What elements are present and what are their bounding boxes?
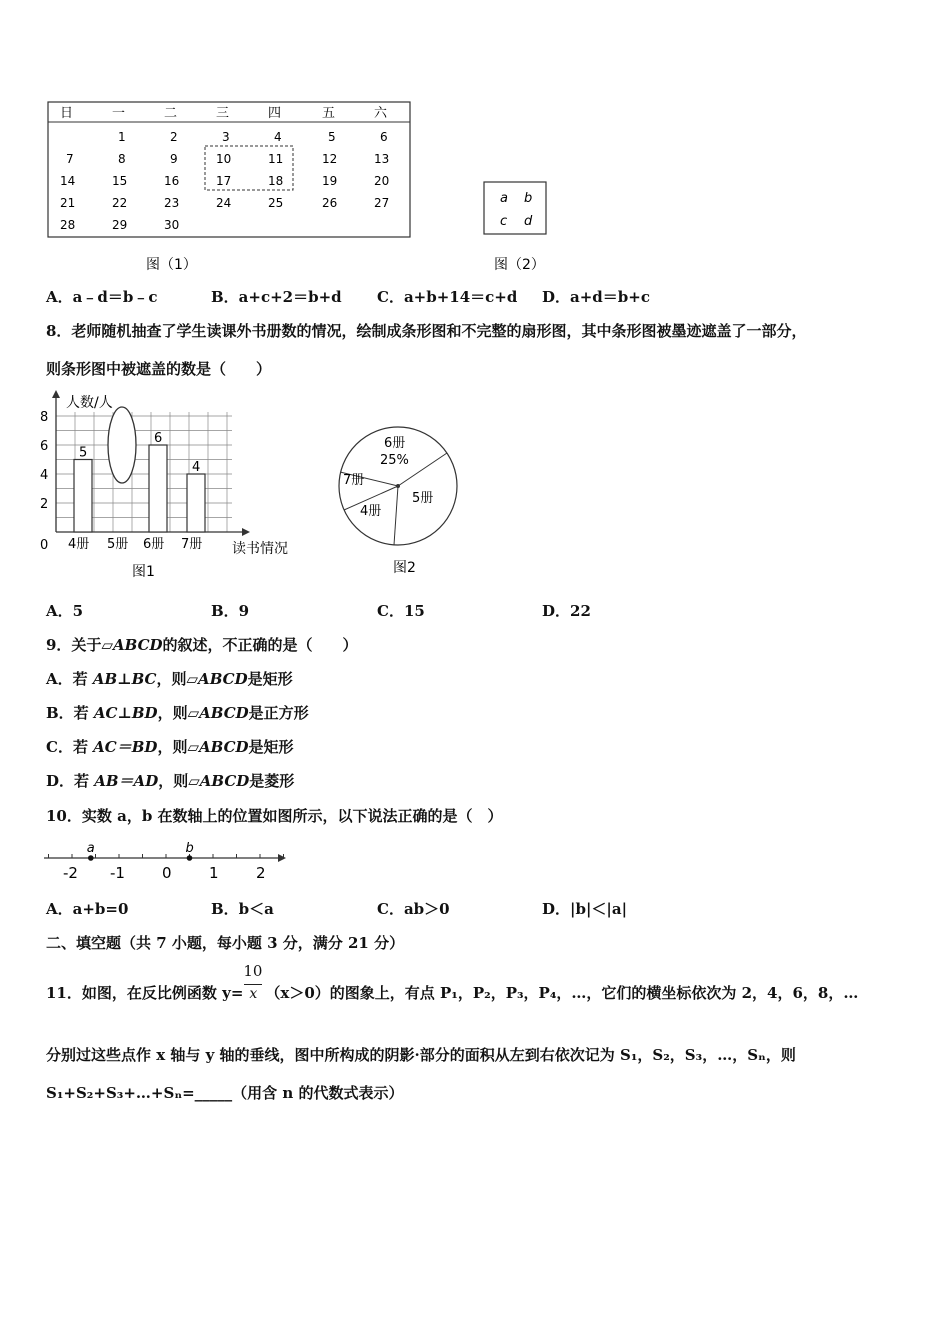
q11-line1-post: （x＞0）的图象上，有点 P₁，P₂，P₃，P₄，…，它们的横坐标依次为 2，4，6，8，… bbox=[265, 984, 859, 1002]
calendar-day-cell: 28 bbox=[60, 218, 76, 232]
calendar-day-cell: 6 bbox=[380, 130, 388, 144]
calendar-day-cell: 16 bbox=[164, 174, 180, 188]
q9-a-shape: ▱ABCD bbox=[186, 670, 248, 688]
point-a bbox=[88, 855, 94, 861]
q9-b-pre: B．若 bbox=[46, 704, 94, 722]
q9-d-cond: AB＝AD bbox=[94, 772, 159, 790]
calendar-header-cell: 六 bbox=[374, 106, 388, 121]
q9-c-post: 是矩形 bbox=[248, 738, 294, 756]
q7-option-b: B．a+c+2＝b+d bbox=[211, 288, 342, 306]
bar-data-label: 4 bbox=[192, 460, 201, 475]
calendar-header-cell: 四 bbox=[268, 106, 282, 121]
bar-ytick-label: 0 bbox=[40, 538, 49, 553]
q11-line3: S₁+S₂+S₃+…+Sₙ=_____（用含 n 的代数式表示） bbox=[46, 1084, 404, 1102]
calendar-day-cell: 4 bbox=[274, 130, 282, 144]
bar-chart-ylabel: 人数/人 bbox=[66, 395, 113, 411]
calendar-header-cell: 三 bbox=[216, 106, 230, 121]
calendar-header-cell: 二 bbox=[164, 106, 178, 121]
calendar-day-cell: 23 bbox=[164, 196, 180, 210]
pie-pct-6: 25% bbox=[380, 453, 409, 468]
q9-b-post: 是正方形 bbox=[248, 704, 309, 722]
bar-data-label: 5 bbox=[79, 445, 88, 461]
q10-stem: 10．实数 a，b 在数轴上的位置如图所示，以下说法正确的是（ ） bbox=[46, 807, 503, 825]
point-a-label: a bbox=[86, 841, 95, 856]
pie-chart bbox=[330, 420, 470, 580]
q8-stem-line2: 则条形图中被遮盖的数是（ ） bbox=[46, 360, 272, 378]
q9-d-pre: D．若 bbox=[46, 772, 95, 790]
bar-x-tick-label: 6册 bbox=[143, 537, 165, 552]
bar-ytick-label: 4 bbox=[40, 468, 49, 483]
bar-x-arrow bbox=[242, 528, 250, 536]
bar-chart bbox=[36, 388, 311, 588]
bar-data-label: 6 bbox=[154, 431, 163, 446]
calendar-day-cell: 12 bbox=[322, 152, 338, 166]
figure1-caption: 图（1） bbox=[146, 257, 197, 273]
q11-fraction bbox=[243, 962, 265, 1002]
q10-option-a: A．a+b=0 bbox=[46, 900, 129, 918]
number-line-arrow bbox=[278, 854, 286, 862]
q9-c-pre: C．若 bbox=[46, 738, 94, 756]
bar bbox=[74, 460, 92, 533]
q9-d-mid: ，则 bbox=[158, 772, 189, 790]
ink-blot bbox=[108, 407, 136, 483]
calendar-day-cell: 27 bbox=[374, 196, 390, 210]
number-line-label: 2 bbox=[256, 864, 266, 882]
q11-fraction-num: 10 bbox=[243, 962, 263, 980]
q9-b-shape: ▱ABCD bbox=[187, 704, 249, 722]
bar-ytick-label: 8 bbox=[40, 410, 49, 425]
calendar-day-cell: 22 bbox=[112, 196, 128, 210]
calendar-header-cell: 五 bbox=[322, 106, 336, 121]
section-2-heading: 二、填空题（共 7 小题，每小题 3 分，满分 21 分） bbox=[46, 934, 405, 952]
q9-option-a bbox=[46, 668, 293, 689]
calendar-day-cell: 26 bbox=[322, 196, 338, 210]
calendar-figure bbox=[44, 100, 416, 280]
q9-b-mid: ，则 bbox=[157, 704, 188, 722]
q8-option-c: C．15 bbox=[377, 602, 425, 620]
calendar-day-cell: 20 bbox=[374, 174, 390, 188]
calendar-day-cell: 2 bbox=[170, 130, 178, 144]
bar-chart-title: 图1 bbox=[132, 564, 155, 580]
q9-a-pre: A．若 bbox=[46, 670, 93, 688]
cell-c: c bbox=[500, 214, 508, 229]
q9-c-cond: AC＝BD bbox=[93, 738, 158, 756]
bar-ytick-label: 6 bbox=[40, 439, 49, 454]
q8-option-b: B．9 bbox=[211, 602, 250, 620]
calendar-day-cell: 29 bbox=[112, 218, 128, 232]
number-line-label: -1 bbox=[110, 864, 125, 882]
bar-x-tick-label: 5册 bbox=[107, 537, 129, 552]
calendar-day-cell: 3 bbox=[222, 130, 230, 144]
bar bbox=[149, 445, 167, 532]
pie-center bbox=[396, 484, 400, 488]
q7-option-c: C．a+b+14＝c+d bbox=[377, 288, 518, 306]
point-b bbox=[187, 855, 193, 861]
calendar-day-cell: 5 bbox=[328, 130, 336, 144]
q8-stem-line1: 8．老师随机抽查了学生读课外书册数的情况，绘制成条形图和不完整的扇形图，其中条形图被墨迹遮盖了一部分， bbox=[46, 322, 807, 340]
q11-line1 bbox=[46, 962, 859, 1003]
calendar-day-cell: 7 bbox=[66, 152, 74, 166]
calendar-day-cell: 19 bbox=[322, 174, 338, 188]
q10-option-c: C．ab＞0 bbox=[377, 900, 450, 918]
q11-fraction-den: x bbox=[249, 986, 258, 1002]
q9-a-mid: ，则 bbox=[156, 670, 187, 688]
abcd-grid-figure bbox=[480, 178, 560, 278]
calendar-day-cell: 25 bbox=[268, 196, 284, 210]
q9-option-d bbox=[46, 770, 294, 791]
q10-option-d: D．|b|＜|a| bbox=[542, 900, 628, 918]
calendar-day-cell: 8 bbox=[118, 152, 126, 166]
cell-d: d bbox=[524, 214, 533, 229]
calendar-day-cell: 9 bbox=[170, 152, 178, 166]
bar-chart-xlabel: 读书情况 bbox=[232, 541, 288, 557]
q9-b-cond: AC⊥BD bbox=[93, 704, 158, 722]
calendar-day-cell: 24 bbox=[216, 196, 232, 210]
pie-divider-5-4 bbox=[394, 486, 398, 545]
calendar-day-cell: 11 bbox=[268, 152, 284, 166]
number-line-label: 0 bbox=[162, 864, 172, 882]
q9-stem-tail: 的叙述，不正确的是（ ） bbox=[162, 636, 358, 654]
q9-stem-shape: ▱ABCD bbox=[101, 636, 163, 654]
pie-label-7: 7册 bbox=[343, 473, 365, 488]
q9-stem-num: 9．关于 bbox=[46, 636, 102, 654]
calendar-day-cell: 13 bbox=[374, 152, 390, 166]
q9-d-shape: ▱ABCD bbox=[188, 772, 250, 790]
q9-d-post: 是菱形 bbox=[249, 772, 295, 790]
q7-option-d: D．a+d＝b+c bbox=[542, 288, 650, 306]
q9-a-cond: AB⊥BC bbox=[92, 670, 157, 688]
q9-c-mid: ，则 bbox=[157, 738, 188, 756]
calendar-day-cell: 1 bbox=[118, 130, 126, 144]
calendar-day-cell: 18 bbox=[268, 174, 284, 188]
q11-fraction-bar bbox=[244, 984, 262, 985]
cell-b: b bbox=[524, 191, 533, 206]
bar bbox=[187, 474, 205, 532]
number-line bbox=[40, 838, 290, 884]
q8-option-a: A．5 bbox=[46, 602, 84, 620]
abcd-frame bbox=[484, 182, 546, 234]
pie-chart-title: 图2 bbox=[393, 560, 416, 576]
q9-stem bbox=[46, 634, 358, 655]
calendar-header-cell: 一 bbox=[112, 106, 126, 121]
cell-a: a bbox=[500, 191, 508, 206]
q9-c-shape: ▱ABCD bbox=[187, 738, 249, 756]
calendar-header-cell: 日 bbox=[60, 106, 74, 121]
q7-option-a: A．a﹣d＝b﹣c bbox=[46, 288, 158, 306]
q9-option-b bbox=[46, 702, 309, 723]
calendar-day-cell: 15 bbox=[112, 174, 128, 188]
calendar-day-cell: 10 bbox=[216, 152, 232, 166]
calendar-day-cell: 17 bbox=[216, 174, 232, 188]
q8-option-d: D．22 bbox=[542, 602, 591, 620]
figure2-caption: 图（2） bbox=[494, 257, 545, 273]
q10-option-b: B．b＜a bbox=[211, 900, 274, 918]
calendar-day-cell: 30 bbox=[164, 218, 180, 232]
pie-label-6: 6册 bbox=[384, 436, 406, 451]
q9-option-c bbox=[46, 736, 294, 757]
bar-ytick-label: 2 bbox=[40, 497, 49, 512]
number-line-label: -2 bbox=[63, 864, 78, 882]
pie-label-4: 4册 bbox=[360, 504, 382, 519]
number-line-label: 1 bbox=[209, 864, 219, 882]
bar-y-arrow bbox=[52, 390, 60, 398]
q11-line2: 分别过这些点作 x 轴与 y 轴的垂线，图中所构成的阴影·部分的面积从左到右依次记为 S₁，S₂，S₃，…，Sₙ，则 bbox=[46, 1046, 796, 1064]
calendar-day-cell: 14 bbox=[60, 174, 76, 188]
pie-label-5: 5册 bbox=[412, 491, 434, 506]
q11-line1-pre: 11．如图，在反比例函数 y= bbox=[46, 984, 244, 1002]
point-b-label: b bbox=[185, 841, 194, 856]
bar-x-tick-label: 7册 bbox=[181, 537, 203, 552]
q9-a-post: 是矩形 bbox=[247, 670, 293, 688]
bar-x-tick-label: 4册 bbox=[68, 537, 90, 552]
calendar-day-cell: 21 bbox=[60, 196, 76, 210]
